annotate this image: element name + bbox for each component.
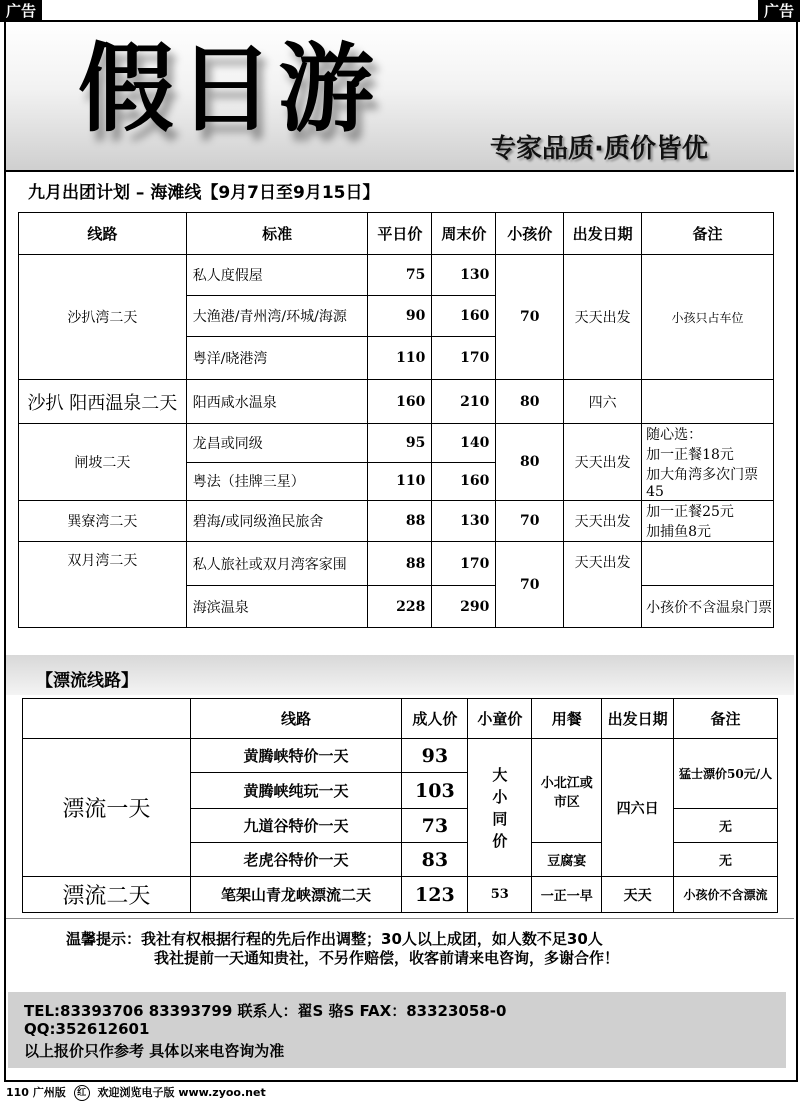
route-name: 沙扒 阳西温泉二天 xyxy=(19,380,187,424)
child-price: 70 xyxy=(496,255,564,380)
departure: 四六日 xyxy=(602,739,674,877)
adult-price: 123 xyxy=(402,877,468,913)
header-cell: 小童价 xyxy=(468,699,532,739)
tips-label: 温馨提示： xyxy=(66,930,142,948)
rafting-item: 九道谷特价一天 xyxy=(190,809,402,843)
section-title-beach: 九月出团计划 – 海滩线【9月7日至9月15日】 xyxy=(28,183,380,203)
table-row xyxy=(23,877,778,913)
standard: 私人旅社或双月湾客家围 xyxy=(186,542,368,586)
remark-line: 加大角湾多次门票45 xyxy=(646,467,759,500)
weekend-price: 160 xyxy=(432,296,496,337)
rafting-table xyxy=(22,698,778,913)
page-footer xyxy=(6,1084,266,1101)
standard: 私人度假屋 xyxy=(186,255,368,296)
table-row xyxy=(19,255,774,296)
meal: 小北江或市区 xyxy=(532,739,602,843)
adult-price: 93 xyxy=(402,739,468,773)
standard: 阳西咸水温泉 xyxy=(186,380,368,424)
tips-row xyxy=(66,930,619,949)
remark xyxy=(642,380,774,424)
weekend-price: 290 xyxy=(432,586,496,628)
header-cell: 平日价 xyxy=(368,213,432,255)
meal: 豆腐宴 xyxy=(532,843,602,877)
remark: 小孩价不含温泉门票 xyxy=(642,586,774,628)
departure: 天天出发 xyxy=(564,424,642,501)
tips-line: 我社提前一天通知贵社，不另作赔偿，收客前请来电咨询，多谢合作！ xyxy=(154,949,620,967)
departure: 天天出发 xyxy=(564,255,642,380)
tips-line: 我社有权根据行程的先后作出调整；30人以上成团，如人数不足30人 xyxy=(141,930,603,948)
remark: 小孩只占车位 xyxy=(642,255,774,380)
route-name: 漂流一天 xyxy=(23,739,191,877)
weekday-price: 75 xyxy=(368,255,432,296)
child-price: 80 xyxy=(496,424,564,501)
rafting-item: 老虎谷特价一天 xyxy=(190,843,402,877)
departure: 四六 xyxy=(564,380,642,424)
header-cell: 备注 xyxy=(674,699,778,739)
weekend-price: 210 xyxy=(432,380,496,424)
remark: 猛士漂价50元/人 xyxy=(674,739,778,809)
weekday-price: 95 xyxy=(368,424,432,463)
weekend-price: 170 xyxy=(432,542,496,586)
header-cell: 周末价 xyxy=(432,213,496,255)
weekday-price: 110 xyxy=(368,462,432,501)
weekend-price: 170 xyxy=(432,337,496,380)
footer-text: 欢迎浏览电子版 www.zyoo.net xyxy=(97,1086,266,1099)
contact-box xyxy=(8,992,786,1068)
beach-table xyxy=(18,212,774,628)
remark: 无 xyxy=(674,809,778,843)
logo-icon: 红 xyxy=(74,1085,90,1101)
departure: 天天出发 xyxy=(564,542,642,628)
adult-price: 83 xyxy=(402,843,468,877)
weekend-price: 130 xyxy=(432,501,496,542)
ad-tag-left: 广告 xyxy=(0,0,42,22)
table-row xyxy=(19,424,774,463)
weekday-price: 88 xyxy=(368,542,432,586)
child-price: 80 xyxy=(496,380,564,424)
remark: 无 xyxy=(674,843,778,877)
header-cell: 小孩价 xyxy=(496,213,564,255)
route-name: 沙扒湾二天 xyxy=(19,255,187,380)
adult-price: 103 xyxy=(402,773,468,809)
departure: 天天 xyxy=(602,877,674,913)
meal: 一正一早 xyxy=(532,877,602,913)
header-cell: 出发日期 xyxy=(602,699,674,739)
weekend-price: 140 xyxy=(432,424,496,463)
child-price: 53 xyxy=(468,877,532,913)
weekend-price: 130 xyxy=(432,255,496,296)
table-row xyxy=(23,739,778,773)
remark-line: 加一正餐25元 xyxy=(646,504,734,520)
edition-label: 广州版 xyxy=(32,1086,66,1099)
child-price: 70 xyxy=(496,542,564,628)
route-name: 双月湾二天 xyxy=(19,542,187,628)
standard: 粤法（挂牌三星） xyxy=(186,462,368,501)
rafting-item: 笔架山青龙峡漂流二天 xyxy=(190,877,402,913)
header-cell xyxy=(23,699,191,739)
rafting-item: 黄腾峡纯玩一天 xyxy=(190,773,402,809)
weekday-price: 90 xyxy=(368,296,432,337)
contact-disclaimer: 以上报价只作参考 具体以来电咨询为准 xyxy=(24,1042,285,1060)
header-cell: 标准 xyxy=(186,213,368,255)
weekday-price: 110 xyxy=(368,337,432,380)
route-name: 漂流二天 xyxy=(23,877,191,913)
tips-block xyxy=(66,930,619,968)
contact-qq: QQ:352612601 xyxy=(24,1020,150,1038)
standard: 海滨温泉 xyxy=(186,586,368,628)
remark xyxy=(642,542,774,586)
section-title-rafting: 【漂流线路】 xyxy=(36,671,138,691)
header-cell: 用餐 xyxy=(532,699,602,739)
header-cell: 线路 xyxy=(190,699,402,739)
weekday-price: 228 xyxy=(368,586,432,628)
remark: 小孩价不含漂流 xyxy=(674,877,778,913)
header-cell: 线路 xyxy=(19,213,187,255)
weekend-price: 160 xyxy=(432,462,496,501)
page-number: 110 xyxy=(6,1086,29,1099)
weekday-price: 88 xyxy=(368,501,432,542)
child-price: 大小同价 xyxy=(468,739,532,877)
ad-tag-right: 广告 xyxy=(758,0,800,22)
adult-price: 73 xyxy=(402,809,468,843)
header-cell: 备注 xyxy=(642,213,774,255)
remark-line: 加一正餐18元 xyxy=(646,447,734,463)
standard: 碧海/或同级渔民旅舍 xyxy=(186,501,368,542)
remark xyxy=(642,424,774,501)
divider xyxy=(6,918,794,919)
standard: 大渔港/青州湾/环城/海源 xyxy=(186,296,368,337)
route-name: 巽寮湾二天 xyxy=(19,501,187,542)
standard: 龙昌或同级 xyxy=(186,424,368,463)
table-row xyxy=(19,380,774,424)
banner-slogan: 专家品质·质价皆优 xyxy=(490,134,708,164)
departure: 天天出发 xyxy=(564,501,642,542)
table-header-row xyxy=(23,699,778,739)
remark-line: 随心选： xyxy=(646,427,703,443)
remark xyxy=(642,501,774,542)
child-price: 70 xyxy=(496,501,564,542)
rafting-item: 黄腾峡特价一天 xyxy=(190,739,402,773)
weekday-price: 160 xyxy=(368,380,432,424)
route-name: 闸坡二天 xyxy=(19,424,187,501)
banner-title: 假日游 xyxy=(78,33,378,145)
table-header-row xyxy=(19,213,774,255)
remark-line: 加捕鱼8元 xyxy=(646,524,712,540)
contact-phone: TEL:83393706 83393799 联系人：翟S 骆S FAX：83323058-0 xyxy=(24,1002,507,1020)
header-cell: 出发日期 xyxy=(564,213,642,255)
header-cell: 成人价 xyxy=(402,699,468,739)
standard: 粤洋/晓港湾 xyxy=(186,337,368,380)
table-row xyxy=(19,501,774,542)
table-row xyxy=(19,542,774,586)
